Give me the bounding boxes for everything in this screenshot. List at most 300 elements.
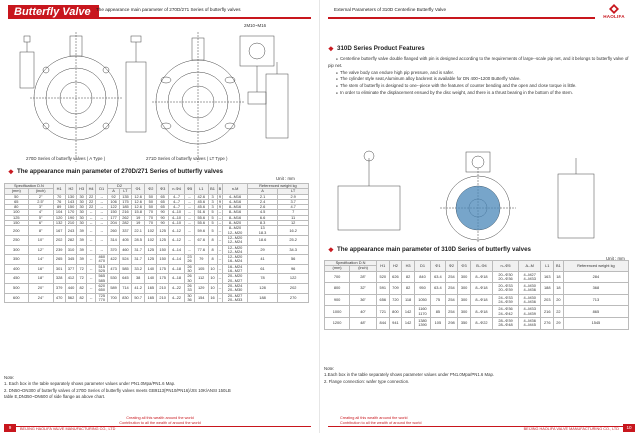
table-cell: 4" [28, 210, 53, 215]
table-header-cell: H1 [53, 184, 65, 195]
table-cell: 75 [431, 294, 445, 306]
table-cell: 350 [5, 255, 29, 265]
table-cell: 105 [194, 264, 208, 274]
table-cell: 29 [554, 317, 564, 329]
table-cell: 135 [120, 194, 132, 199]
table-header-cell: Referenced weight kg [563, 261, 628, 272]
table-cell: 34.3 [278, 245, 309, 255]
table-cell: 12.6 [131, 194, 145, 199]
table-cell: -- [86, 235, 95, 245]
table-header-cell: B [217, 184, 223, 195]
table-cell: 14" [28, 255, 53, 265]
table-cell: 125 [145, 245, 157, 255]
left-footer [0, 416, 319, 433]
table-cell: 142 [402, 306, 415, 318]
table-cell: 714 [120, 283, 132, 293]
table-cell: 9 [218, 204, 222, 210]
table-cell: 102 [145, 226, 157, 236]
table-cell: 26 30 [185, 274, 195, 284]
table-header-cell: Φ2 [445, 261, 458, 272]
table-cell: 9 [218, 198, 222, 204]
table-cell: 1545 [563, 317, 628, 329]
table-cell: 3 [208, 199, 217, 204]
note-line: 1.Each box in the table separately shows parameter values under PN1.0Mpa/PN1.6 Map. [324, 372, 495, 378]
table-cell: 41 [247, 255, 278, 265]
table-cell: 210 [157, 293, 169, 303]
table-cell: 4--M16 [223, 194, 247, 199]
table-cell: 844 [376, 317, 389, 329]
table-cell: 470 [53, 293, 65, 303]
table-cell: 12" [28, 245, 53, 255]
table-cell: 10" [28, 235, 53, 245]
table-cell: 36" [350, 294, 377, 306]
table-cell: 70 [145, 215, 157, 220]
table-cell: -- [185, 221, 195, 226]
left-header [0, 3, 319, 20]
slogan-line: Creating all this wealth around the world [340, 416, 408, 421]
table-cell: 282 [65, 235, 77, 245]
table-cell: 500 [5, 283, 29, 293]
table-cell: 422 [108, 255, 120, 265]
table-cell: 70 [53, 194, 65, 199]
table-cell: 65 [157, 199, 169, 204]
table-cell: 314 [108, 235, 120, 245]
table-row [5, 255, 309, 265]
table-cell: 65 [157, 194, 169, 199]
table-cell: 379 [53, 283, 65, 293]
table-cell: 5 [208, 215, 217, 220]
table-cell: 3 [208, 205, 217, 210]
table-cell: -- [86, 283, 95, 293]
table-header-cell: Φ2 [145, 184, 157, 195]
feature-item: ● The valve body can endure high pip pressure, and is safer. [328, 70, 631, 77]
table-cell: 210 [65, 221, 77, 226]
table-cell: 254 [445, 294, 458, 306]
table-cell: 188 [541, 283, 554, 295]
table-cell: 16" [28, 264, 53, 274]
table-cell: 310 [65, 245, 77, 255]
right-header [320, 3, 638, 20]
table-cell: 6.6 [247, 215, 278, 220]
table-cell: 188 [247, 293, 278, 303]
table-cell: -- [217, 274, 223, 284]
table-cell: 250 [5, 235, 29, 245]
table-cell: 800 [389, 306, 402, 318]
section-bullet-icon: ❖ [328, 247, 334, 254]
table-cell: 203 [541, 294, 554, 306]
feature-item: ● The cylinder style seat,Aluminum alloy backrest is available for DN 400~1200 Butterfly Valve. [328, 76, 631, 83]
features-list [328, 56, 631, 97]
table-cell: 82 [402, 271, 415, 283]
table-cell: 4--14 [169, 245, 185, 255]
table-cell: 12--M20 12--M24 [223, 235, 247, 245]
table-cell: 530 [108, 274, 120, 284]
table-cell: 77.6 [194, 245, 208, 255]
table-cell: 122 [278, 274, 309, 284]
table-cell: 76 [53, 199, 65, 204]
table-cell: -- [185, 205, 195, 210]
table-cell: 585 [120, 264, 132, 274]
table-cell: 4--22 [169, 293, 185, 303]
table-row [5, 264, 309, 274]
slogan-line: Contribution to all the wealth of around the world [340, 420, 422, 425]
table-cell: -- [217, 245, 223, 255]
table-cell: 16--M24 16--M27 [223, 264, 247, 274]
table-cell: 20--Φ33 20--Φ39 [493, 283, 519, 295]
note-heading: Note: [324, 366, 335, 371]
table-cell: -- [96, 194, 108, 199]
table-cell: 284 [563, 271, 628, 283]
table-cell: 2" [28, 194, 53, 199]
table-cell: 300 [458, 306, 471, 318]
table-row [325, 306, 629, 318]
table-cell: 30 36 [185, 293, 195, 303]
table-cell: 345 [65, 255, 77, 265]
table-cell: 19 [131, 221, 145, 226]
table-cell: -- [218, 214, 222, 220]
table-header-cell: D1 [96, 184, 108, 195]
table-cell: 460 470 [96, 255, 108, 265]
table-header-cell: Φ1 [131, 184, 145, 195]
caption-lt-type: 271D Series of butterfly valves ( LT Type ) [146, 156, 228, 161]
catalog-tab: Butterfly Valve [8, 5, 99, 19]
table-header-cell: B1 [208, 184, 217, 195]
table-header-cell: (inch) [350, 266, 377, 271]
table-cell: 450 [5, 274, 29, 284]
table-header-cell: D2 [108, 184, 132, 189]
table-cell: 645 [120, 274, 132, 284]
table-cell: 8--Φ18 [470, 283, 492, 295]
table-cell: 721 [376, 306, 389, 318]
table-header-cell: LT [278, 189, 309, 194]
table-cell: 92 [108, 194, 120, 199]
table-cell: 163 [541, 271, 554, 283]
section-bullet-icon: ❖ [328, 46, 334, 53]
table-cell: 90 [157, 221, 169, 226]
table-header-cell: H3 [77, 184, 86, 195]
table-cell: 24--Φ33 24--Φ39 [493, 294, 519, 306]
table-cell: 28--Φ39 28--Φ48 [493, 317, 519, 329]
table-cell: 5 [208, 226, 217, 236]
table-cell: -- [217, 293, 223, 303]
table-cell: 24--Φ36 24--Φ42 [493, 306, 519, 318]
table-row [5, 245, 309, 255]
note-line: 1. Each box in the table separately shows parameter values under PN1.0Mpa/PN1.6 Map. [4, 381, 176, 387]
table-cell: 8--Φ22 [470, 317, 492, 329]
table-header-cell: Φ1 [431, 261, 445, 272]
table-cell: 18.6 [247, 235, 278, 245]
table-cell: 61 [247, 264, 278, 274]
table-cell: 122 [108, 205, 120, 210]
page-subtitle: External Parameters of 310D Centerline Butterfly Valve [334, 7, 447, 12]
page-number: 9 [4, 424, 16, 432]
table-header-cell: H4 [86, 184, 95, 195]
table-cell: 700 [108, 293, 120, 303]
table-cell: 82 [402, 283, 415, 295]
table-cell: -- [96, 221, 108, 226]
table-cell: 300 [458, 294, 471, 306]
table-cell: 45.6 [194, 205, 208, 210]
table-cell: 22 [554, 306, 564, 318]
table-cell: 460 [120, 245, 132, 255]
table-cell: 12--M20 12--M24 [223, 245, 247, 255]
table-cell: 96 [278, 264, 309, 274]
table-cell: 65 [5, 199, 29, 204]
table-cell: 42.6 [194, 194, 208, 199]
table-cell: 4--12 [169, 235, 185, 245]
table-cell: -- [86, 245, 95, 255]
header-rule [328, 17, 595, 19]
table-cell: 473 [108, 264, 120, 274]
table-cell: 4--10 [169, 221, 185, 226]
table-cell: 216 [541, 306, 554, 318]
bolt-callout: 2M10~M16 [244, 23, 267, 28]
table-cell: 39 [77, 245, 86, 255]
table-cell: 2.1 [247, 194, 278, 199]
table-cell: 10 [208, 274, 217, 284]
table-cell: 55.6 [194, 221, 208, 226]
table-cell: 118 [402, 294, 415, 306]
table-cell: 50 [145, 205, 157, 210]
page-subtitle: The appearance main parameter of 270D/271 Series of butterfly valves [96, 7, 241, 12]
table-cell: 20" [28, 283, 53, 293]
table-header-cell: n--Φ5 [493, 261, 519, 272]
table-header-cell: (mm) [5, 189, 29, 194]
table-cell: 520 [376, 271, 389, 283]
valve-310d-drawings [328, 148, 631, 242]
table-cell: -- [218, 220, 222, 226]
table-cell: -- [96, 245, 108, 255]
table-cell: -- [96, 210, 108, 215]
table-cell: 400 [5, 264, 29, 274]
table-cell: 50 [145, 194, 157, 199]
table-cell: 125 [5, 215, 29, 220]
table-cell: 337 [120, 226, 132, 236]
table-cell: 24" [28, 293, 53, 303]
table-cell: 8--Φ18 [470, 306, 492, 318]
table-cell: 170 [65, 210, 77, 215]
table-cell: -- [185, 199, 195, 204]
table-cell: -- [185, 210, 195, 215]
table-cell: 100 [5, 210, 29, 215]
table-cell: 72 [77, 264, 86, 274]
table-cell: 11 [278, 215, 309, 220]
table-cell: 1000 [325, 306, 350, 318]
footer-slogan [100, 416, 220, 425]
table-cell: 1050 [414, 294, 430, 306]
table-cell: 90 [157, 215, 169, 220]
feature-item: ● Centerline butterfly valve double flanged with pin is designed according to the requirements of large--scale pip net, and it belongs to butterfly valve of pip net. [328, 56, 631, 70]
table-cell: -- [185, 215, 195, 220]
table-cell: 154 [194, 293, 208, 303]
table-cell: -- [185, 226, 195, 236]
table-cell: 270 [278, 293, 309, 303]
table-cell: 265 [53, 255, 65, 265]
left-section-title [8, 168, 223, 175]
table-cell: 30 [77, 210, 86, 215]
table-cell: 39 [77, 255, 86, 265]
table-cell: 3 [208, 194, 217, 199]
table-header-cell: L1 [194, 184, 208, 195]
table-header-cell: L1 [541, 261, 554, 272]
table-cell: 38 [131, 274, 145, 284]
table-cell: 33.2 [131, 264, 145, 274]
table-cell: 8--M16 [223, 205, 247, 210]
table-cell: 150 [65, 205, 77, 210]
table-header-cell: n-Φ4 [169, 184, 185, 195]
table-cell: -- [86, 226, 95, 236]
table-cell: 5 [208, 210, 217, 215]
table-cell: 900 [325, 294, 350, 306]
table-header-cell: A [108, 189, 120, 194]
table-cell: 30 [77, 199, 86, 204]
table-cell: -- [96, 205, 108, 210]
table-cell: 102 [145, 235, 157, 245]
table-header-cell: n-M [223, 184, 247, 195]
table-header-cell: Referenced weight kg [247, 184, 308, 189]
table-cell: 140 [145, 264, 157, 274]
table-cell: 254 [445, 283, 458, 295]
table-cell: 4--18 [169, 264, 185, 274]
haolifa-logo [599, 4, 629, 20]
table-cell: 150 [157, 255, 169, 265]
table-cell: 300 [458, 271, 471, 283]
table-cell: 282 [120, 221, 132, 226]
table-cell: 301 [53, 264, 65, 274]
table-cell: -- [185, 245, 195, 255]
table-header-cell: Φ5 [185, 184, 195, 195]
table-cell: 713 [563, 294, 628, 306]
table-row [325, 271, 629, 283]
table-cell: 262 [120, 215, 132, 220]
table-cell: 4--M27 4--M33 [518, 271, 540, 283]
table-cell: -- [96, 199, 108, 204]
table-cell: 709 [389, 283, 402, 295]
table-header-cell: H2 [65, 184, 77, 195]
valve-drawing-icon [8, 22, 311, 166]
table-cell: 28.5 [131, 235, 145, 245]
table-cell: 10 [208, 264, 217, 274]
table-cell: 67.6 [194, 235, 208, 245]
table-cell: 9 [218, 193, 222, 199]
table-cell: 202 [278, 283, 309, 293]
table-cell: 8 [208, 255, 217, 265]
table-header-cell: B1 [554, 261, 564, 272]
table-cell: 31.7 [131, 255, 145, 265]
table-header-cell: (mm) [325, 266, 350, 271]
table-cell: 79 [194, 255, 208, 265]
table-cell: 8--Φ18 [470, 271, 492, 283]
table-cell: 4--M30 4--M36 [518, 294, 540, 306]
table-header-cell: Specification D.N [325, 261, 377, 266]
table-cell: 328 [53, 274, 65, 284]
note-heading: Note: [4, 375, 15, 380]
table-cell: 1160 1170 [414, 306, 430, 318]
table-cell: 50 [145, 199, 157, 204]
table-cell: 1200 [325, 317, 350, 329]
table-cell: 39 [77, 226, 86, 236]
table-cell: 350 [458, 317, 471, 329]
table-cell: 12.6 [131, 205, 145, 210]
table-header-cell: B--Φ4 [470, 261, 492, 272]
table-cell: 4--10 [169, 210, 185, 215]
table-cell: 4--22 [169, 283, 185, 293]
table-cell: 298 [445, 317, 458, 329]
table-cell: 150 [108, 210, 120, 215]
table-cell: 12--M20 16--M24 [223, 255, 247, 265]
table-cell: 13 18.3 [247, 226, 278, 236]
table-cell: 2.4 [247, 199, 278, 204]
table-cell: -- [86, 293, 95, 303]
table-cell: 2.9 [278, 194, 309, 199]
table-cell: 78 [247, 274, 278, 284]
table-cell: 125 [145, 255, 157, 265]
valve-drawings [8, 22, 311, 166]
note-line: 2. DN50~DN300 of butterfly valves of 270D Series of butterfly valves meets GB9113(PN10/PN16)/JIS 10K/ANSI 150LB [4, 387, 231, 393]
table-cell: 3" [28, 205, 53, 210]
table-cell: 4--12 [169, 226, 185, 236]
table-row [5, 226, 309, 236]
table-header-cell: (inch) [28, 189, 53, 194]
table-cell: 210 [157, 283, 169, 293]
table-cell: 22.1 [131, 226, 145, 236]
table-cell: 300 [5, 245, 29, 255]
table-cell: 10 [208, 283, 217, 293]
table-cell: 20--M27 20--M33 [223, 293, 247, 303]
table-cell: 31.7 [131, 245, 145, 255]
table-cell: 85 [431, 306, 445, 318]
table-cell: -- [86, 210, 95, 215]
table-cell: 5 [208, 221, 217, 226]
table-cell: 216 [120, 210, 132, 215]
table-cell: 4.5 [247, 210, 278, 215]
table-cell: -- [185, 235, 195, 245]
table-cell: 59.6 [194, 226, 208, 236]
table-cell: 15.8 [131, 210, 145, 215]
table-cell: 8--Φ18 [470, 294, 492, 306]
table-cell: 16 [208, 293, 217, 303]
table-cell: 656 [376, 294, 389, 306]
table-row [5, 283, 309, 293]
table-cell: 130 [65, 194, 77, 199]
table-cell: 243 [65, 226, 77, 236]
table-cell: 20 [554, 294, 564, 306]
table-cell: 200 [5, 226, 29, 236]
table-cell: 524 [120, 255, 132, 265]
feature-item: ● In order to eliminate the displacement ensued by the disc weight, and there is a thrust bearing in the bottom of the stem. [328, 90, 631, 97]
table-cell: 65 [157, 205, 169, 210]
table-cell: 276 [541, 317, 554, 329]
table-cell: 90 [157, 210, 169, 215]
table-cell: 150 [157, 245, 169, 255]
table-cell: -- [86, 255, 95, 265]
table-row [5, 293, 309, 303]
table-cell: -- [86, 221, 95, 226]
table-cell: 22 [86, 194, 95, 199]
table-cell: 30 [77, 194, 86, 199]
footer-slogan [340, 416, 460, 425]
table-cell: 175 [157, 274, 169, 284]
table-row [325, 283, 629, 295]
right-page [319, 0, 638, 433]
table-cell: 50 [5, 194, 29, 199]
features-title-text: 310D Series Product Features [337, 45, 425, 52]
table-cell: 70 [145, 221, 157, 226]
right-unit: Unit : mm [606, 256, 625, 261]
table-cell: -- [217, 235, 223, 245]
table-cell: 132 [53, 221, 65, 226]
table-cell: 165 [145, 293, 157, 303]
